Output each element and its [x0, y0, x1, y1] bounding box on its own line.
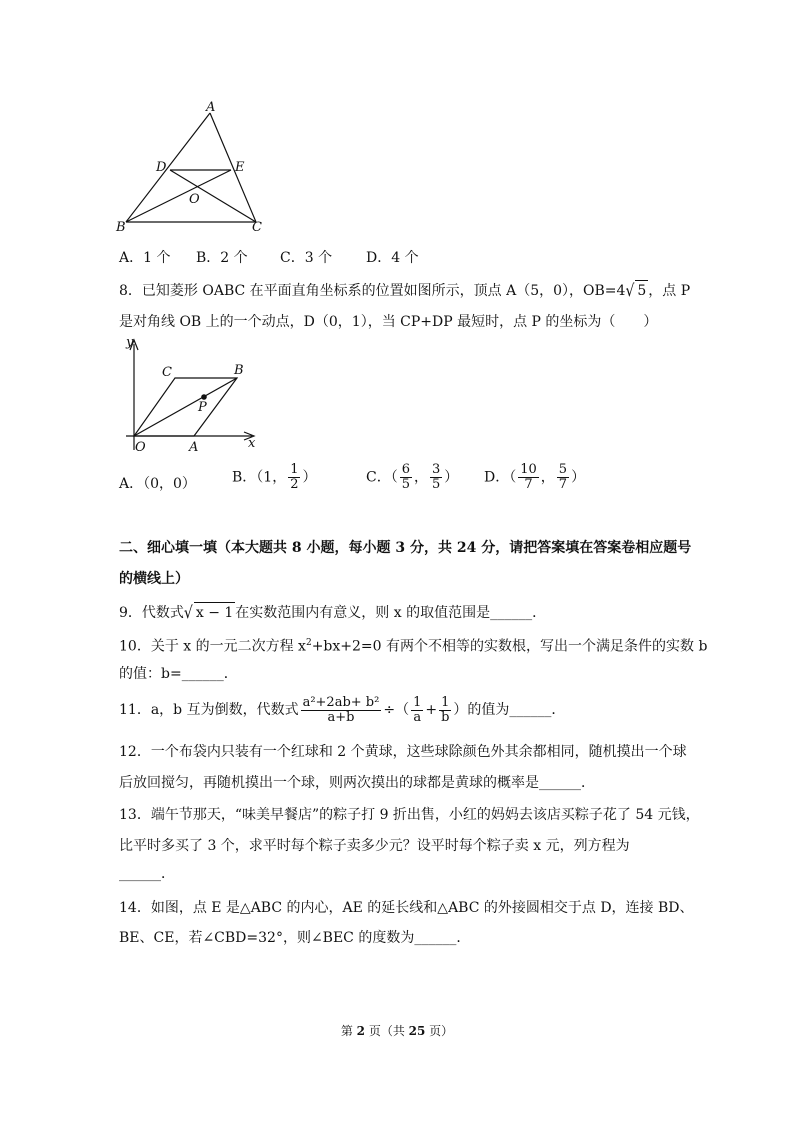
- q7-label-e: E: [235, 160, 245, 175]
- q8-label-y: y: [126, 335, 134, 350]
- q8-label-o: O: [135, 440, 146, 455]
- q10-line-1: 10．关于 x 的一元二次方程 $x^2+bx+2=0$ 有两个不相等的实数根，写出一个满足条件的实数 b: [119, 638, 708, 655]
- q8-label-c: C: [162, 365, 172, 380]
- q8-point-p: [201, 394, 207, 400]
- footer-total-pages: 25: [408, 1024, 426, 1038]
- q12-line-1: 12．一个布袋内只装有一个红球和 2 个黄球，这些球除颜色外其余都相同，随机摸出一个球: [119, 744, 687, 760]
- q9-sqrt: x − 1: [194, 602, 235, 623]
- footer-page-number: 2: [356, 1024, 365, 1038]
- q8-label-a: A: [189, 440, 199, 455]
- q7-label-o: O: [189, 192, 200, 207]
- q11-line: 11．a，b 互为倒数，代数式 $\frac{\text{a²+2ab+ b²}}{a+b}$ ÷（ $\frac{1}{a}$ + $\frac{1}{b}$ ）的值为______．: [119, 694, 566, 725]
- q8-sqrt: 5: [635, 280, 648, 301]
- q7-triangle-figure: [112, 100, 272, 235]
- q8-line-2: 是对角线 OB 上的一个动点，D（0，1），当 CP+DP 最短时，点 P 的坐标为（ ）: [119, 314, 658, 330]
- q14-line-1: 14．如图，点 E 是△ABC 的内心，AE 的延长线和△ABC 的外接圆相交于点 D，连接 BD、: [119, 900, 694, 916]
- q13-line-2: 比平时多买了 3 个，求平时每个粽子卖多少元？设平时每个粽子卖 x 元，列方程为: [119, 838, 630, 854]
- q8-option-c: C．（ $\frac{6}{5}$ ， $\frac{3}{5}$ ）: [366, 462, 459, 492]
- q8-option-d: D．（ $\frac{10}{7}$ ， $\frac{5}{7}$ ）: [484, 462, 586, 492]
- q8-label-x: x: [248, 436, 256, 451]
- q8-label-b: B: [234, 363, 244, 378]
- q7-side-ac: [210, 113, 256, 222]
- q7-option-b: B．2 个: [196, 250, 248, 266]
- page-footer: 第 2 页（共 25 页）: [340, 1024, 454, 1038]
- section-2-heading-line-2: 的横线上）: [119, 571, 189, 587]
- q8-label-p: P: [198, 400, 207, 415]
- q8-option-b-fraction: $\frac{1}{2}$: [290, 462, 299, 492]
- q7-label-d: D: [156, 160, 167, 175]
- q13-line-3: ______．: [119, 866, 175, 882]
- q12-line-2: 后放回搅匀，再随机摸出一个球，则两次摸出的球都是黄球的概率是______．: [119, 775, 595, 791]
- q8-option-b: B．（1， $\frac{1}{2}$ ）: [232, 462, 317, 492]
- q7-label-a: A: [206, 100, 216, 115]
- q7-segment-be: [126, 170, 231, 222]
- q7-option-c: C．3 个: [280, 250, 333, 266]
- q9-line: 9．代数式√ x − 1 在实数范围内有意义，则 x 的取值范围是______．: [119, 603, 547, 623]
- q7-option-d: D．4 个: [366, 250, 419, 266]
- q11-main-fraction: $\frac{\text{a²+2ab+ b²}}{a+b}$: [302, 694, 380, 725]
- q13-line-1: 13．端午节那天，“味美早餐店”的粽子打 9 折出售，小红的妈妈去该店买粽子花了 54 元钱，: [119, 807, 700, 823]
- q14-line-2: BE、CE，若∠CBD=32°，则∠BEC 的度数为______．: [119, 930, 471, 946]
- q7-segment-cd: [170, 170, 256, 222]
- q8-option-a: A．（0，0）: [119, 476, 196, 492]
- q7-label-c: C: [252, 220, 262, 235]
- q8-diagonal-ob: [134, 378, 237, 436]
- q7-label-b: B: [116, 220, 126, 235]
- section-2-heading-line-1: 二、细心填一填（本大题共 8 小题，每小题 3 分，共 24 分，请把答案填在答案卷相应题号: [119, 540, 692, 556]
- q8-line-1: 8．已知菱形 OABC 在平面直角坐标系的位置如图所示，顶点 A（5，0），OB=4√ 5 ，点 P: [119, 281, 691, 301]
- q7-option-a: A．1 个: [119, 250, 171, 266]
- q10-line-2: 的值：b=______．: [119, 666, 238, 682]
- q8-rhombus-figure: [112, 332, 272, 457]
